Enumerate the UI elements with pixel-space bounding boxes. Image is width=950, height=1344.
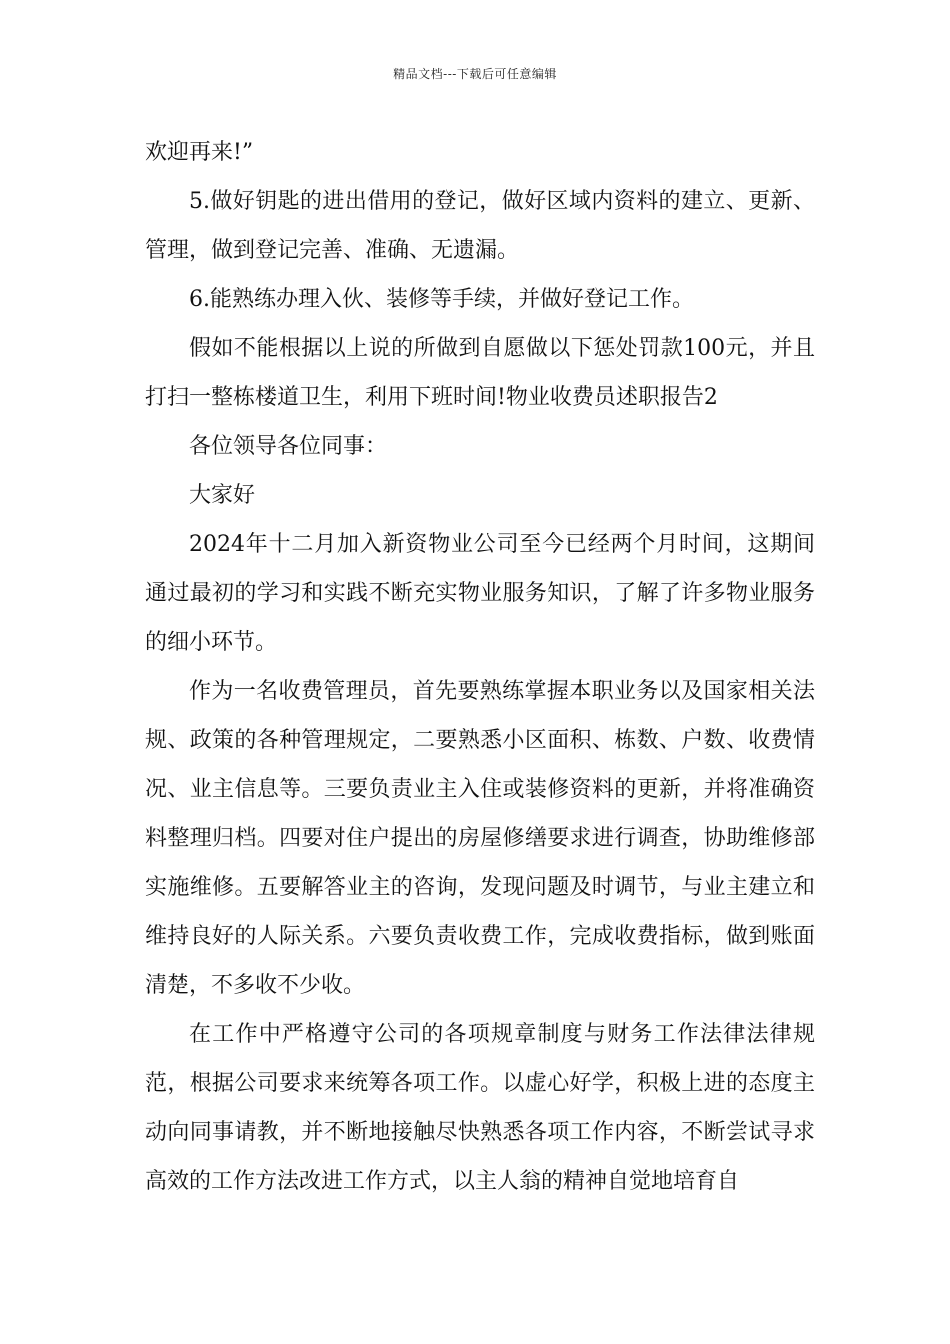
paragraph-4: 假如不能根据以上说的所做到自愿做以下惩处罚款100元，并且打扫一整栋楼道卫生，利用下班时间!物业收费员述职报告2 xyxy=(145,336,815,410)
paragraph-7: 2024年十二月加入新资物业公司至今已经两个月时间，这期间通过最初的学习和实践不断充实物业服务知识，了解了许多物业服务的细小环节。 xyxy=(145,532,815,655)
paragraph-5: 各位领导各位同事： xyxy=(189,434,388,459)
paragraph-1: 欢迎再来!” xyxy=(145,140,254,165)
page-header: 精品文档---下载后可任意编辑 xyxy=(393,67,557,81)
paragraph-2: 5.做好钥匙的进出借用的登记，做好区域内资料的建立、更新、管理，做到登记完善、准确、无遗漏。 xyxy=(145,189,815,263)
paragraph-3: 6.能熟练办理入伙、装修等手续，并做好登记工作。 xyxy=(189,287,694,312)
document-body xyxy=(145,128,815,1206)
paragraph-9: 在工作中严格遵守公司的各项规章制度与财务工作法律法律规范，根据公司要求来统筹各项工作。以虚心好学，积极上进的态度主动向同事请教，并不断地接触尽快熟悉各项工作内容，不断尝试寻求高效的工作方法改进工作方式，以主人翁的精神自觉地培育自 xyxy=(145,1022,815,1194)
paragraph-6: 大家好 xyxy=(189,483,256,508)
paragraph-8: 作为一名收费管理员，首先要熟练掌握本职业务以及国家相关法规、政策的各种管理规定，二要熟悉小区面积、栋数、户数、收费情况、业主信息等。三要负责业主入住或装修资料的更新，并将准确资料整理归档。四要对住户提出的房屋修缮要求进行调查，协助维修部实施维修。五要解答业主的咨询，发现问题及时调节，与业主建立和维持良好的人际关系。六要负责收费工作，完成收费指标，做到账面清楚，不多收不少收。 xyxy=(145,679,815,998)
